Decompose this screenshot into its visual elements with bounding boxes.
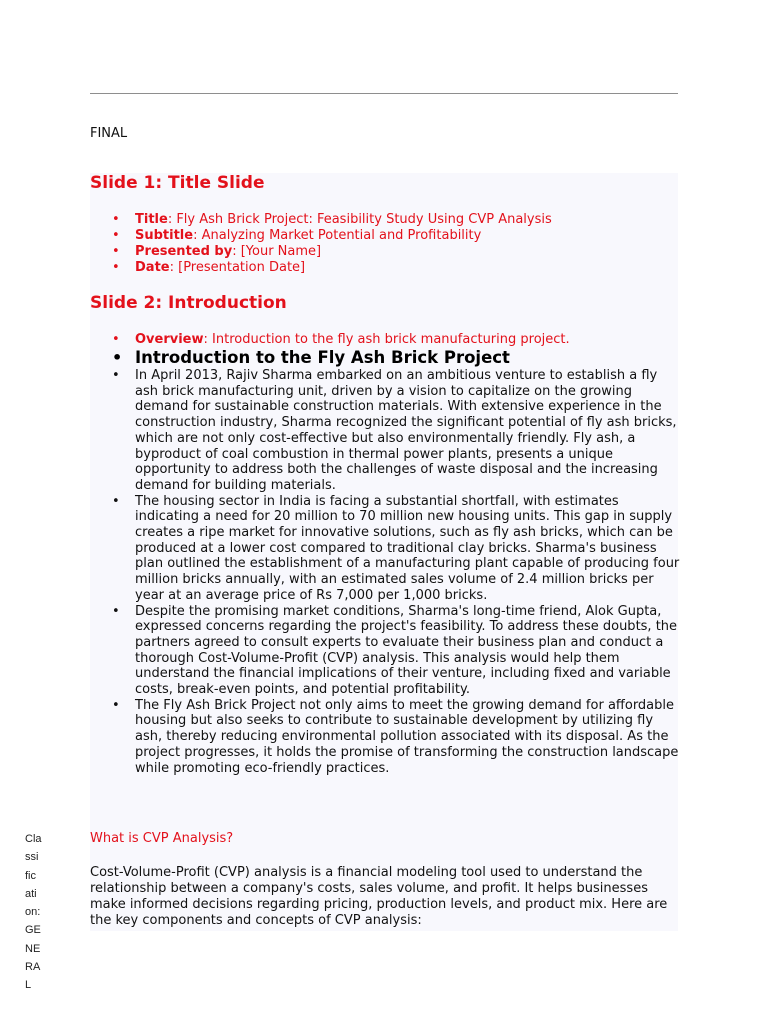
- classification-line: ati: [25, 887, 37, 900]
- slide1-heading: Slide 1: Title Slide: [90, 173, 265, 193]
- slide1-list: [90, 212, 552, 276]
- list-item-presented-by: • Presented by: [Your Name]: [90, 244, 552, 260]
- intro-subheading: • Introduction to the Fly Ash Brick Project: [90, 348, 680, 368]
- classification-line: NE: [25, 942, 41, 955]
- paragraph-sustainability: • The Fly Ash Brick Project not only aims to meet the growing demand for affordable housing but also seeks to contribute to sustainable development by utilizing fly ash, thereby reducing environmental pollution associated with its disposal. As the project progresses, it holds the promise of transforming the construction landscape while promoting eco-friendly practices.: [90, 698, 680, 777]
- cvp-body: Cost-Volume-Profit (CVP) analysis is a financial modeling tool used to understand the relationship between a company's costs, sales volume, and profit. It helps businesses make informed decisions regarding pricing, production levels, and product mix. Here are the key components and concepts of CVP analysis:: [90, 865, 668, 928]
- classification-line: on:: [25, 906, 41, 919]
- slide2-overview-list: [90, 332, 570, 348]
- list-item-title: • Title: Fly Ash Brick Project: Feasibility Study Using CVP Analysis: [90, 212, 552, 228]
- paragraph-housing: • The housing sector in India is facing a substantial shortfall, with estimates indicating a need for 20 million to 70 million new housing units. This gap in supply creates a ripe market for innovative solutions, such as fly ash bricks, which can be produced at a lower cost compared to traditional clay bricks. Sharma's business plan outlined the establishment of a manufacturing plant capable of producing four million bricks annually, with an estimated sales volume of 2.4 million bricks per year at an average price of Rs 7,000 per 1,000 bricks.: [90, 494, 680, 604]
- classification-line: L: [25, 979, 32, 992]
- header-rule: [90, 93, 678, 94]
- classification-line: RA: [25, 961, 41, 974]
- list-item-date: • Date: [Presentation Date]: [90, 260, 552, 276]
- slide2-content-list: [90, 348, 680, 776]
- classification-line: Cla: [25, 833, 42, 845]
- classification-line: ssi: [25, 851, 39, 864]
- list-item-overview: • Overview: Introduction to the fly ash brick manufacturing project.: [90, 332, 570, 348]
- classification-label: [25, 830, 55, 995]
- paragraph-concerns: • Despite the promising market conditions, Sharma's long-time friend, Alok Gupta, expressed concerns regarding the project's feasibility. To address these doubts, the partners agreed to consult experts to evaluate their business plan and conduct a thorough Cost-Volume-Profit (CVP) analysis. This analysis would help them understand the financial implications of their venture, including fixed and variable costs, break-even points, and potential profitability.: [90, 604, 680, 698]
- paragraph-venture: • In April 2013, Rajiv Sharma embarked on an ambitious venture to establish a fly ash brick manufacturing unit, driven by a vision to capitalize on the growing demand for sustainable construction materials. With extensive experience in the construction industry, Sharma recognized the significant potential of fly ash bricks, which are not only cost-effective but also environmentally friendly. Fly ash, a byproduct of coal combustion in thermal power plants, presents a unique opportunity to address both the challenges of waste disposal and the increasing demand for building materials.: [90, 368, 680, 494]
- final-label: FINAL: [90, 126, 128, 141]
- cvp-heading: What is CVP Analysis?: [90, 831, 234, 846]
- slide2-heading: Slide 2: Introduction: [90, 293, 287, 313]
- list-item-subtitle: • Subtitle: Analyzing Market Potential and Profitability: [90, 228, 552, 244]
- classification-line: fic: [25, 869, 36, 882]
- classification-line: GE: [25, 924, 41, 937]
